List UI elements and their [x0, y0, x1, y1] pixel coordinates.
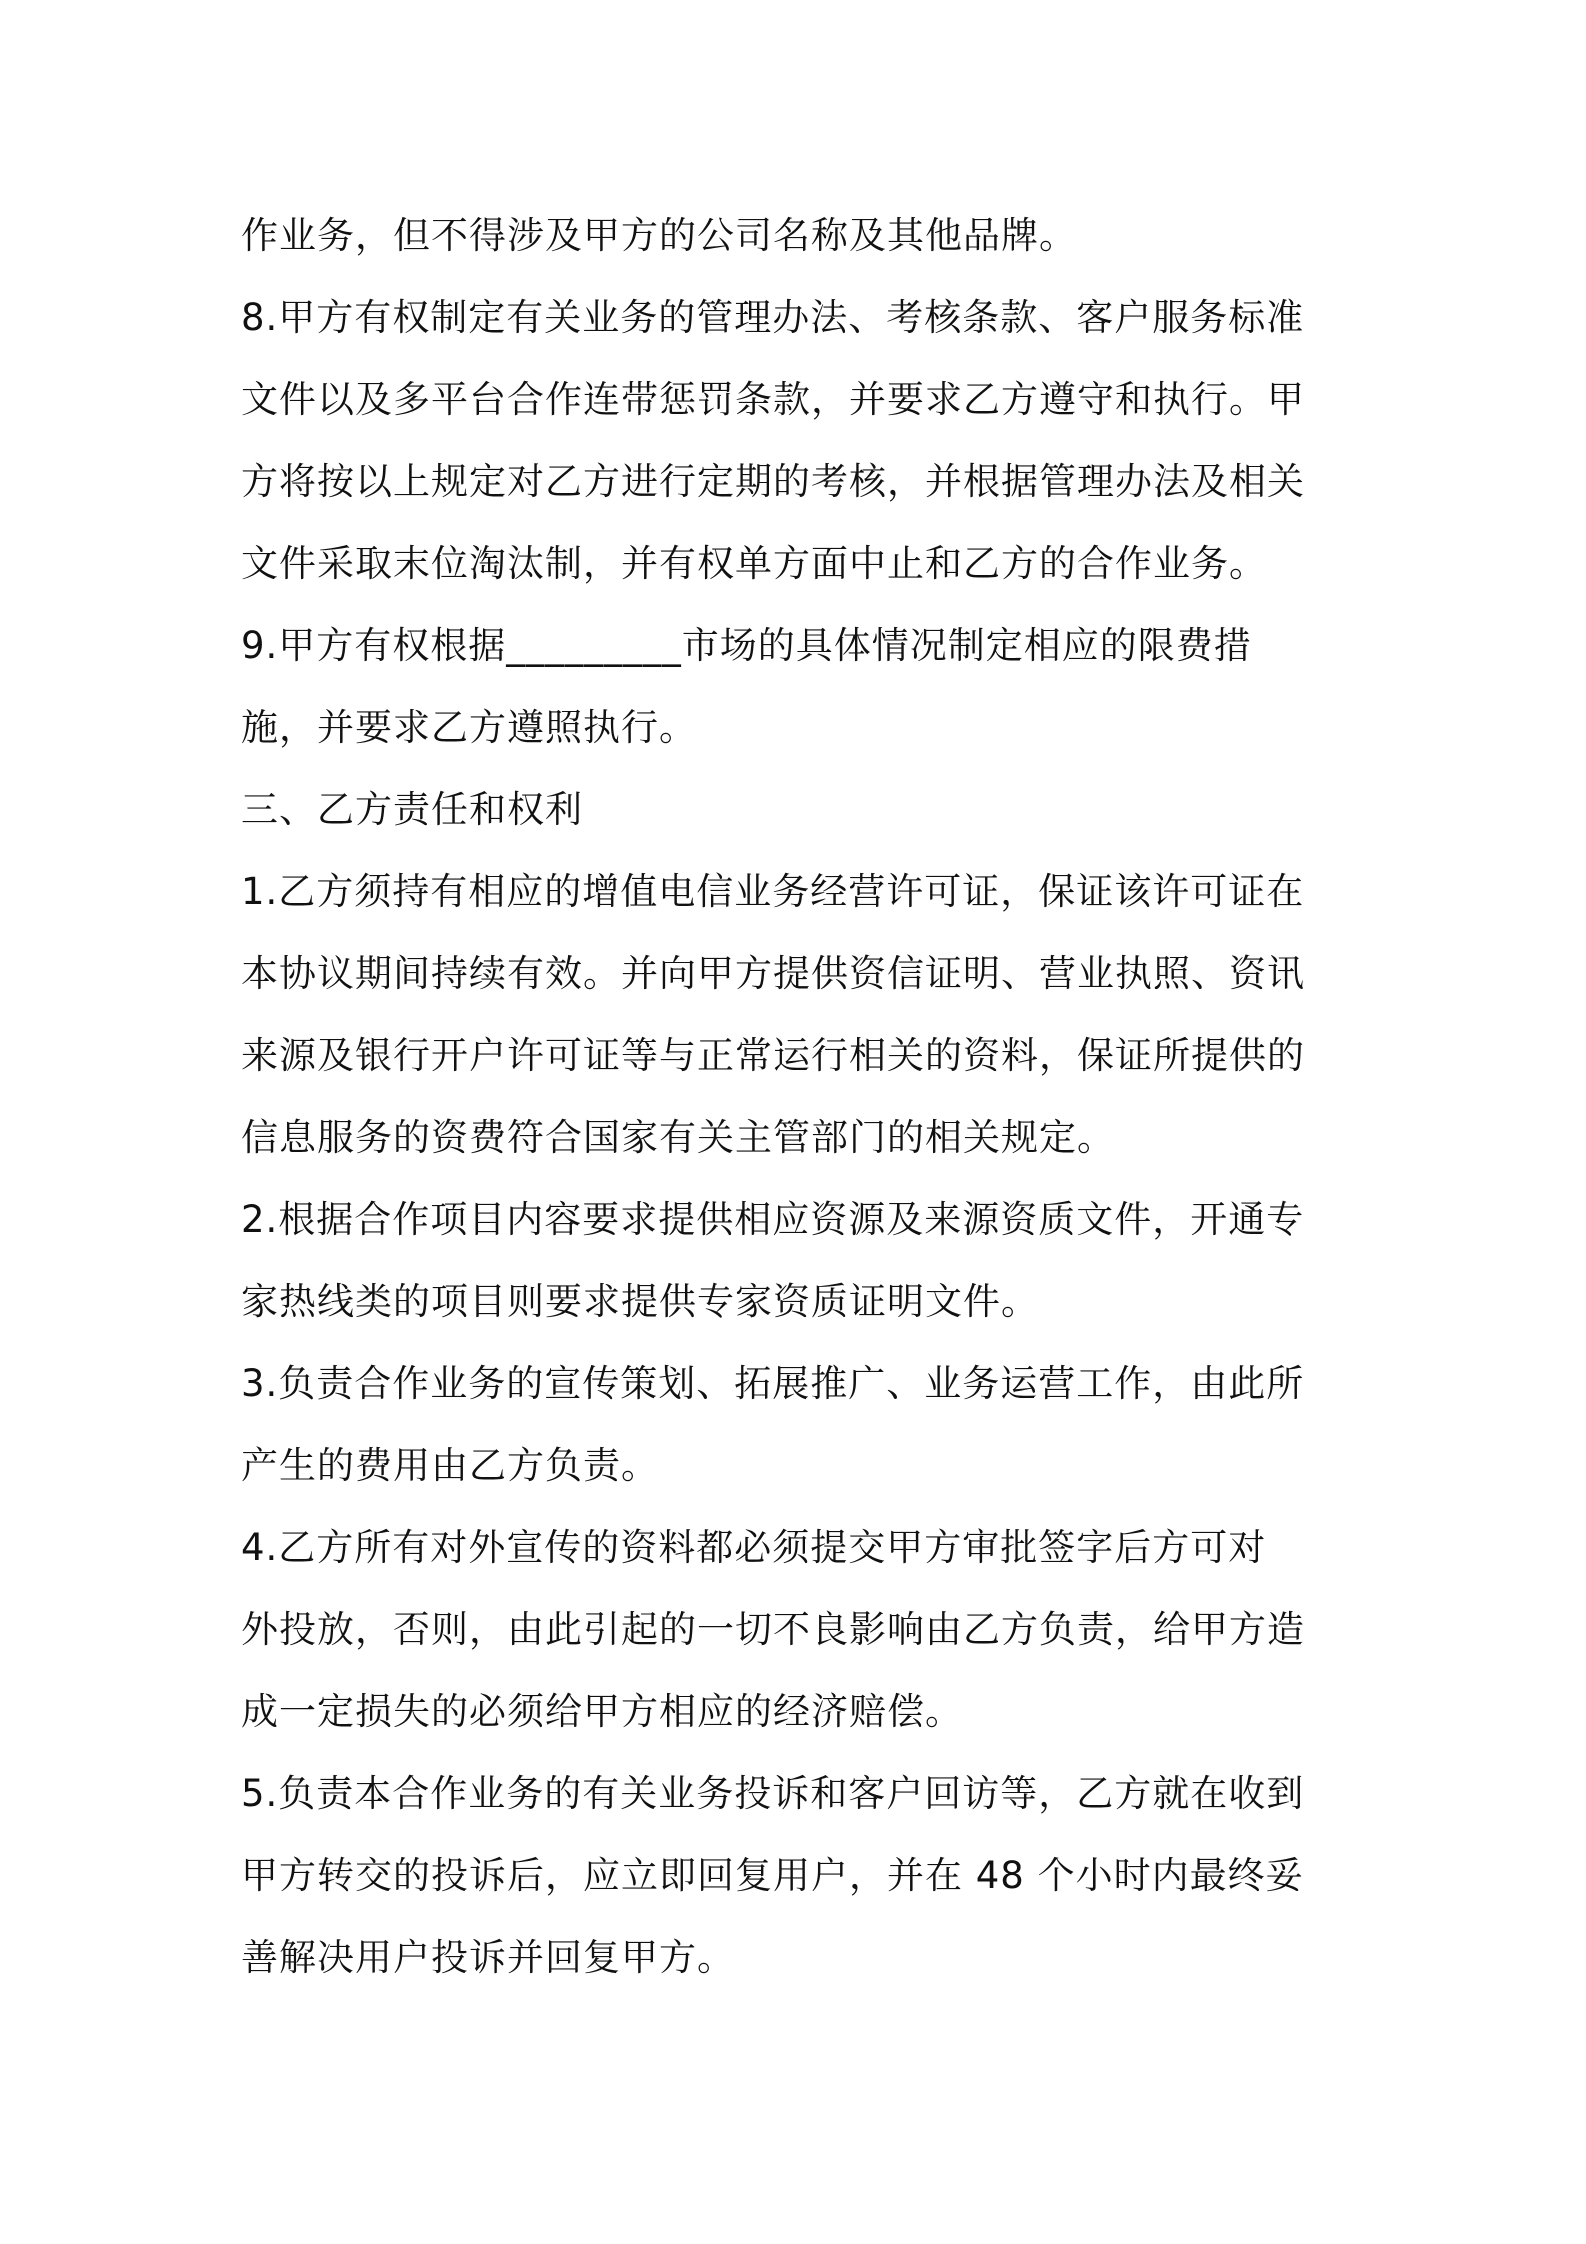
- clause-4-line: 4.乙方所有对外宣传的资料都必须提交甲方审批签字后方可对: [241, 1526, 1267, 1569]
- clause-3-line: 3.负责合作业务的宣传策划、拓展推广、业务运营工作，由此所: [241, 1362, 1305, 1405]
- text-line: 成一定损失的必须给甲方相应的经济赔偿。: [241, 1690, 963, 1733]
- clause-2-line: 2.根据合作项目内容要求提供相应资源及来源资质文件，开通专: [241, 1198, 1305, 1241]
- text-line: 产生的费用由乙方负责。: [241, 1444, 659, 1487]
- text-line: 甲方转交的投诉后，应立即回复用户，并在 48 个小时内最终妥: [241, 1854, 1304, 1897]
- text-line: 善解决用户投诉并回复甲方。: [241, 1936, 735, 1979]
- text-line: 信息服务的资费符合国家有关主管部门的相关规定。: [241, 1116, 1115, 1159]
- text-line: 家热线类的项目则要求提供专家资质证明文件。: [241, 1280, 1039, 1323]
- clause-8-line: 8.甲方有权制定有关业务的管理办法、考核条款、客户服务标准: [241, 296, 1305, 339]
- text-line: 外投放，否则，由此引起的一切不良影响由乙方负责，给甲方造: [241, 1608, 1305, 1651]
- text-line: 作业务，但不得涉及甲方的公司名称及其他品牌。: [241, 214, 1077, 257]
- clause-5-line: 5.负责本合作业务的有关业务投诉和客户回访等，乙方就在收到: [241, 1772, 1305, 1815]
- document-body: [241, 195, 1353, 1999]
- text-line: 方将按以上规定对乙方进行定期的考核，并根据管理办法及相关: [241, 460, 1305, 503]
- clause-1-line: 1.乙方须持有相应的增值电信业务经营许可证，保证该许可证在: [241, 870, 1305, 913]
- text-line: 文件采取末位淘汰制，并有权单方面中止和乙方的合作业务。: [241, 542, 1267, 585]
- text-line: 文件以及多平台合作连带惩罚条款，并要求乙方遵守和执行。甲: [241, 378, 1305, 421]
- text-line: 施，并要求乙方遵照执行。: [241, 706, 697, 749]
- text-line: 本协议期间持续有效。并向甲方提供资信证明、营业执照、资讯: [241, 952, 1305, 995]
- text-line: 来源及银行开户许可证等与正常运行相关的资料，保证所提供的: [241, 1034, 1305, 1077]
- clause-9-line: 9.甲方有权根据_________市场的具体情况制定相应的限费措: [241, 624, 1252, 667]
- section-heading: 三、乙方责任和权利: [241, 788, 583, 831]
